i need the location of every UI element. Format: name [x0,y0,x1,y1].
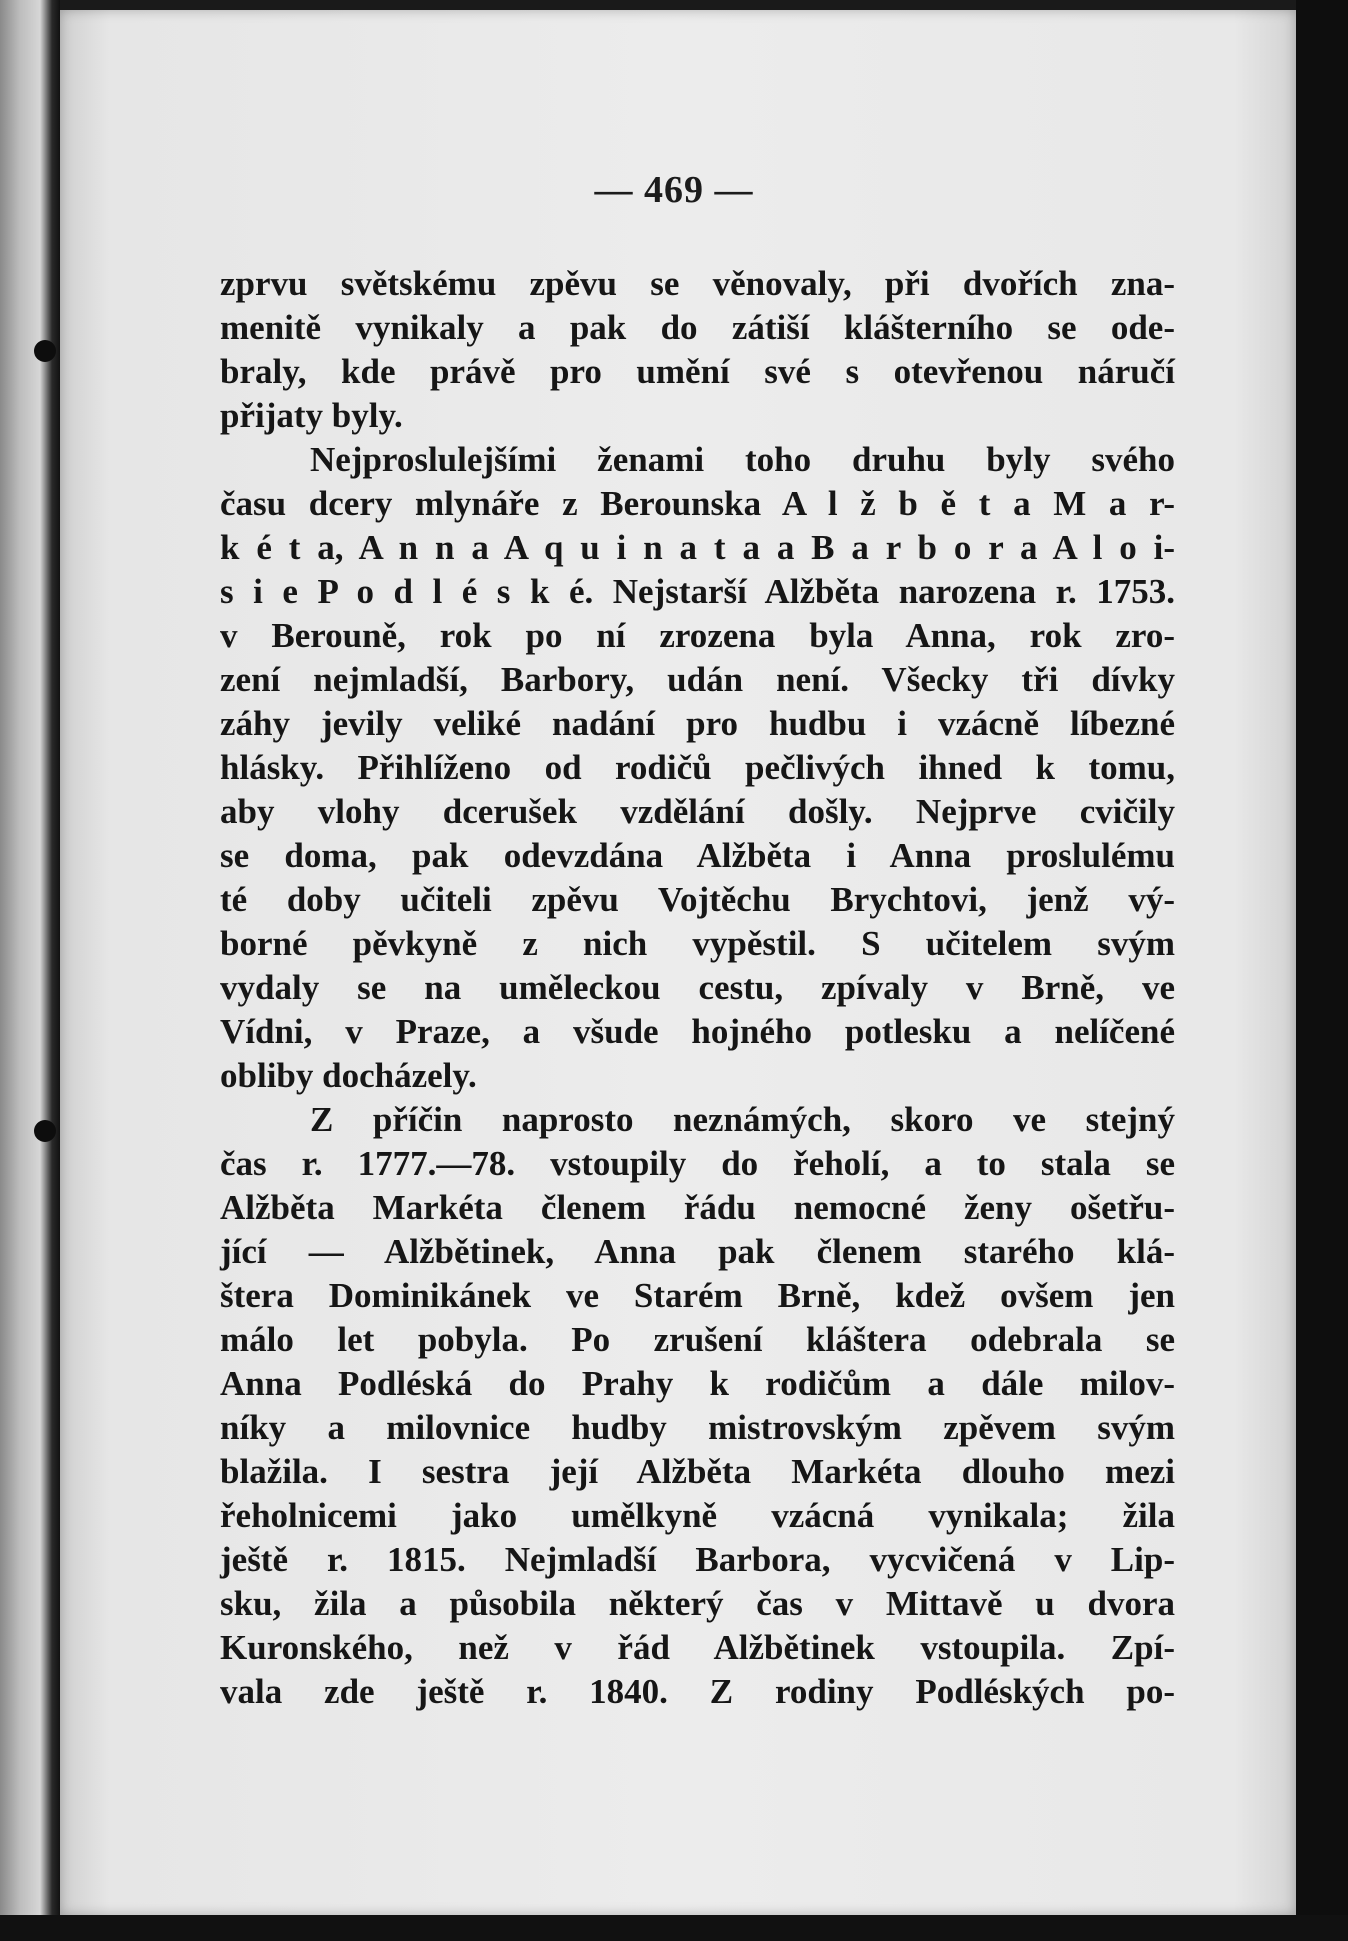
binding-hole-top [34,340,56,362]
text-line: aby vlohy dcerušek vzdělání došly. Nejprve cvičily [220,792,1175,831]
scan-border-bottom [0,1915,1348,1941]
page-number: — 469 — [594,169,754,211]
text-line: Nejproslulejšími ženami toho druhu byly svého [310,440,1175,479]
text-line: k é t a, A n n a A q u i n a t a a B a r b o r a A l o i- [220,528,1175,567]
text-line: zení nejmladší, Barbory, udán není. Všecky tři dívky [220,660,1175,699]
text-line: času dcery mlynáře z Berounska A l ž b ě t a M a r- [220,484,1175,523]
text-line: vydaly se na uměleckou cestu, zpívaly v Brně, ve [220,968,1175,1007]
text-line: přijaty byly. [220,396,403,435]
text-line: v Berouně, rok po ní zrozena byla Anna, rok zro- [220,616,1175,655]
text-line: zprvu světskému zpěvu se věnovaly, při dvořích zna- [220,264,1175,303]
text-line: Kuronského, než v řád Alžbětinek vstoupila. Zpí- [220,1628,1175,1667]
text-line: Vídni, v Praze, a všude hojného potlesku a nelíčené [220,1012,1175,1051]
text-line: níky a milovnice hudby mistrovským zpěvem svým [220,1408,1175,1447]
text-line: menitě vynikaly a pak do zátiší klášterního se ode- [220,308,1175,347]
text-line: řeholnicemi jako umělkyně vzácná vynikala; žila [220,1496,1175,1535]
text-line: ještě r. 1815. Nejmladší Barbora, vycvičená v Lip- [220,1540,1175,1579]
binding-hole-bottom [34,1120,56,1142]
scan-border-right [1296,0,1348,1941]
text-line: s i e P o d l é s k é. Nejstarší Alžběta narozena r. 1753. [220,572,1175,611]
text-line: Z příčin naprosto neznámých, skoro ve stejný [310,1100,1175,1139]
body-text [220,262,1175,1714]
text-line: braly, kde právě pro umění své s otevřenou náručí [220,352,1175,391]
text-line: Alžběta Markéta členem řádu nemocné ženy ošetřu- [220,1188,1175,1227]
text-line: záhy jevily veliké nadání pro hudbu i vzácně líbezné [220,704,1175,743]
text-line: se doma, pak odevzdána Alžběta i Anna proslulému [220,836,1175,875]
text-line: vala zde ještě r. 1840. Z rodiny Podléských po- [220,1672,1175,1711]
text-line: málo let pobyla. Po zrušení kláštera odebrala se [220,1320,1175,1359]
text-line: štera Dominikánek ve Starém Brně, kdež ovšem jen [220,1276,1175,1315]
text-line: borné pěvkyně z nich vypěstil. S učitelem svým [220,924,1175,963]
text-line: hlásky. Přihlíženo od rodičů pečlivých ihned k tomu, [220,748,1175,787]
text-line: té doby učiteli zpěvu Vojtěchu Brychtovi, jenž vý- [220,880,1175,919]
text-line: obliby docházely. [220,1056,477,1095]
text-line: blažila. I sestra její Alžběta Markéta dlouho mezi [220,1452,1175,1491]
book-binding-strip [0,0,60,1941]
text-line: jící — Alžbětinek, Anna pak členem starého klá- [220,1232,1175,1271]
text-line: čas r. 1777.—78. vstoupily do řeholí, a to stala se [220,1144,1175,1183]
text-line: Anna Podléská do Prahy k rodičům a dále milov- [220,1364,1175,1403]
text-line: sku, žila a působila některý čas v Mittavě u dvora [220,1584,1175,1623]
